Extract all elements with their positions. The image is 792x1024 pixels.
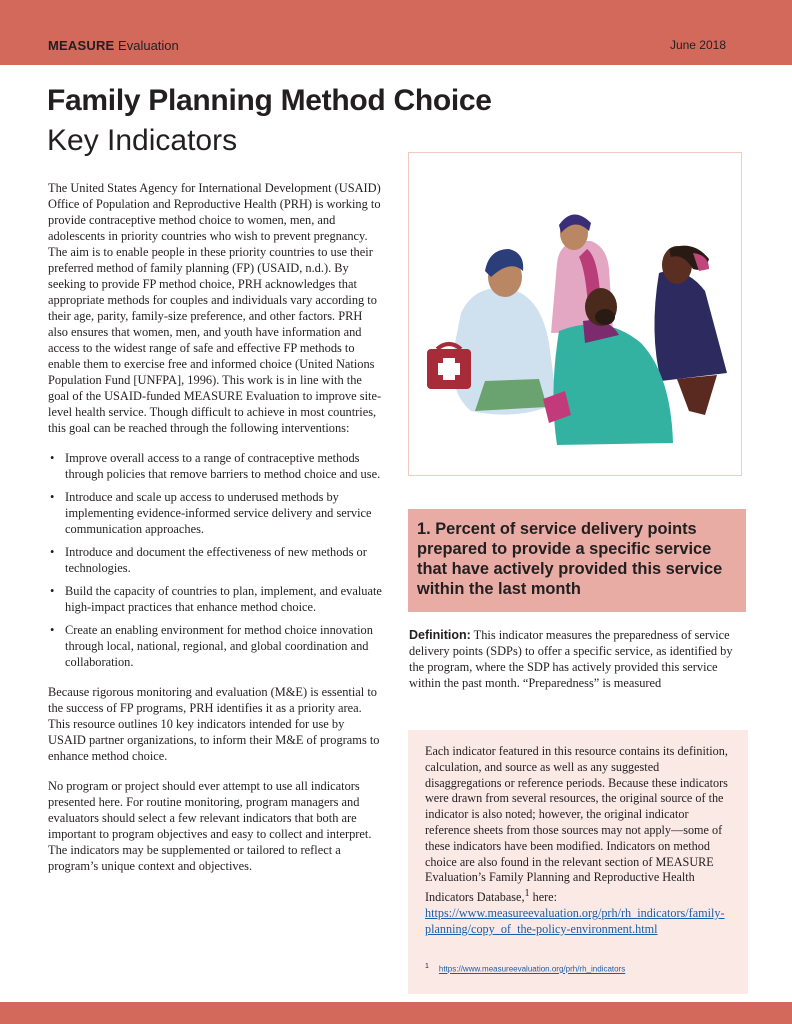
guidance-paragraph: No program or project should ever attempt to use all indicators presented here. For routine monitoring, program managers and evaluators should select a few relevant indicators that both are important to program objectives and easy to collect and interpret. The indicators may be supplemented or tailored to reflect a program’s unique context and objectives. (48, 779, 372, 873)
intro-paragraph: The United States Agency for International Development (USAID) Office of Population and Reproductive Health (PRH) is working to provide contraceptive method choice to women, men, and adolescents in priority countries who wish to prevent pregnancy. The aim is to enable people in these priority countries to use their preferred method of family planning (FP) (USAID, n.d.). By seeking to provide FP method choice, PRH acknowledges that appropriate methods for couples and individuals vary according to their age, parity, family-size preference, and other factors. PRH also ensures that women, men, and youth have information and access to the widest range of safe and effective FP methods to enable them to exercise free and informed choice (United Nations Population Fund [UNFPA], 1996). This work is in line with the goal of the USAID-funded MEASURE Evaluation to improve site-level health service. Though difficult to achieve in most countries, this goal can be reached through the following interventions: (48, 181, 382, 435)
women-group-illustration (408, 152, 742, 476)
women-group-icon (409, 153, 740, 474)
list-item: • Introduce and scale up access to underused methods by implementing evidence-informed service delivery and service communication approaches. (50, 490, 372, 536)
brand-logo: MEASURE Evaluation (48, 38, 179, 53)
definition-text: This indicator measures the preparedness of service delivery points (SDPs) to offer a specific service, as identified by the program, where the SDP has actively provided this service within the past month. “Preparedness” is measured (409, 628, 733, 690)
list-item: • Introduce and document the effectiveness of new methods or technologies. (50, 545, 367, 575)
footnote-ref: 1 (524, 888, 530, 900)
header-band (0, 0, 792, 65)
interventions-list (48, 450, 382, 670)
note-paragraph: Each indicator featured in this resource contains its definition, calculation, and source as well as any suggested disaggregations or reference periods. Because these indicators were drawn from several resources, the original source of the indicator is also noted; however, the original indicator reference sheets from those sources may not apply—some of these indicators have been modified. Indicators on method choice are also found in the relevant section of MEASURE Evaluation’s Family Planning and Reproductive Health Indicators Database,$^1$ here: https://www.measureevaluation.org/prh/rh_indicators/family-planning/copy_of_the-policy-environment.html (425, 744, 728, 936)
main-text-column (48, 180, 382, 888)
list-item: • Improve overall access to a range of contraceptive methods through policies that remove barriers to method choice and use. (50, 451, 381, 481)
note-box (408, 730, 748, 994)
indicator-heading-box (408, 509, 746, 612)
publication-date: June 2018 (669, 38, 726, 52)
page-subtitle: Key Indicators (47, 124, 238, 157)
page-title: Family Planning Method Choice (47, 84, 492, 117)
database-link[interactable]: https://www.measureevaluation.org/prh/rh_indicators/family-planning/copy_of_the-policy-environment.html (425, 906, 725, 936)
definition-paragraph (409, 627, 745, 691)
me-paragraph: Because rigorous monitoring and evaluation (M&E) is essential to the success of FP programs, PRH identifies it as a priority area. This resource outlines 10 key indicators intended for use by USAID partner organizations, to inform their M&E of programs to enhance method choice. (48, 685, 380, 763)
footnote-link[interactable]: https://www.measureevaluation.org/prh/rh_indicators (438, 964, 626, 974)
list-item: • Create an enabling environment for method choice innovation through local, national, regional, and global coordination and collaboration. (50, 623, 373, 669)
footer-band (0, 1002, 792, 1024)
list-item: • Build the capacity of countries to plan, implement, and evaluate high-impact practices that enhance method choice. (50, 584, 382, 614)
indicator-heading: 1. Percent of service delivery points prepared to provide a specific service that have actively provided this service within the last month (417, 520, 723, 598)
footnote: $^1$ https://www.measureevaluation.org/prh/rh_indicators (425, 963, 626, 974)
definition-label: Definition: (409, 628, 471, 642)
